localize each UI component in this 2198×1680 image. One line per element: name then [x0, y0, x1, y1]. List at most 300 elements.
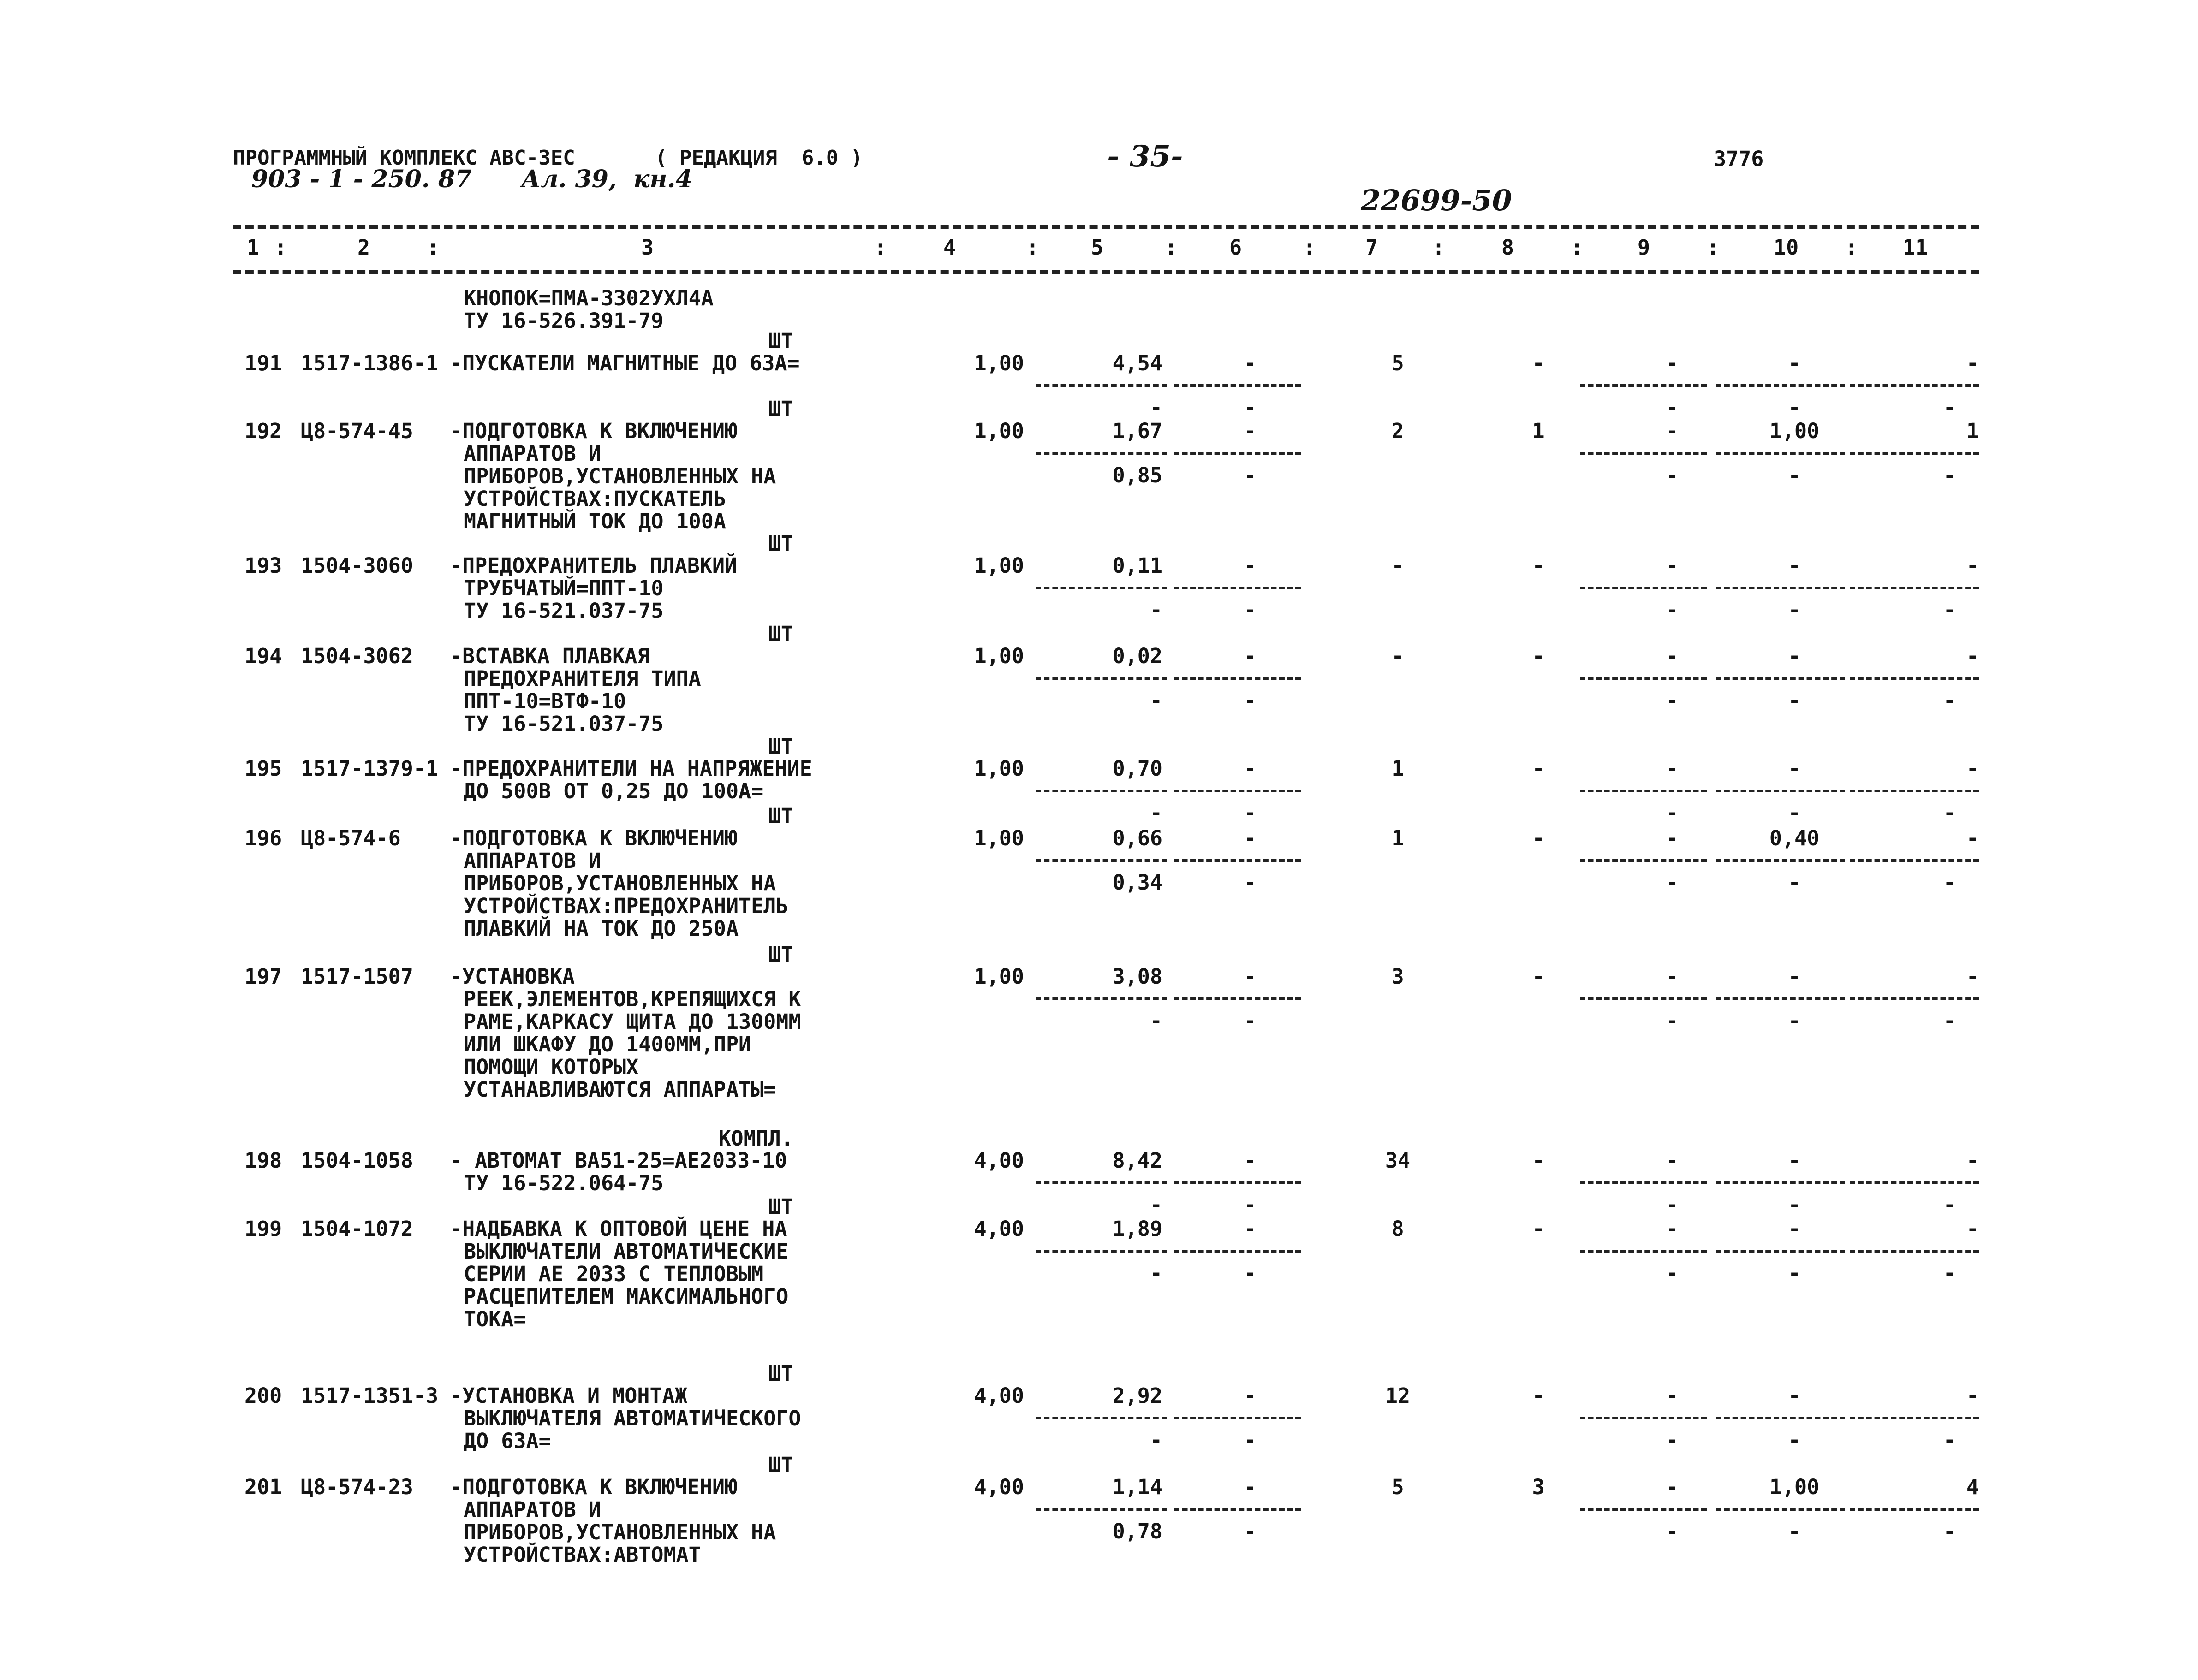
cost-value: 0,66 — [1112, 826, 1162, 850]
col6-value-lower: - — [1244, 1261, 1257, 1285]
col10-value-lower: - — [1788, 463, 1801, 487]
row-description-line: УСТРОЙСТВАХ:ПРЕДОХРАНИТЕЛЬ — [464, 894, 789, 918]
cost-value: 0,11 — [1112, 553, 1162, 578]
col9-value-lower: - — [1666, 870, 1679, 895]
column-separator: : — [1432, 235, 1445, 260]
row-code: 1504-1072 — [301, 1217, 413, 1241]
value-separator-dashes — [1850, 587, 1979, 589]
col10-value-lower: - — [1788, 1428, 1801, 1452]
row-description-line: -ПОДГОТОВКА К ВКЛЮЧЕНИЮ — [450, 826, 738, 850]
column-separator: : — [1303, 235, 1316, 260]
sheet-code: 3776 — [1714, 147, 1764, 171]
column-header-2: 2 — [357, 235, 370, 260]
col7-value: 5 — [1391, 1475, 1404, 1499]
cost-value: 8,42 — [1112, 1148, 1162, 1173]
row-number: 198 — [244, 1148, 282, 1173]
value-separator-dashes — [1716, 587, 1845, 589]
col6-value: - — [1244, 756, 1257, 781]
col10-value: - — [1788, 553, 1801, 578]
column-header-7: 7 — [1365, 235, 1378, 260]
column-separator: : — [274, 235, 287, 260]
row-description-line: -УСТАНОВКА И МОНТАЖ — [450, 1383, 687, 1408]
cost-value-lower: - — [1150, 598, 1162, 622]
row-description-line: ТУ 16-521.037-75 — [464, 712, 664, 736]
cost-value: 1,67 — [1112, 419, 1162, 443]
sheet-book-handwritten: Ал. 39, кн.4 — [521, 165, 692, 193]
row-description-line: ДО 63А= — [464, 1429, 551, 1453]
value-separator-dashes — [1580, 452, 1707, 455]
col6-value-lower: - — [1244, 688, 1257, 712]
quantity: 1,00 — [974, 553, 1024, 578]
col9-value: - — [1666, 553, 1679, 578]
col8-value: - — [1532, 1217, 1545, 1241]
col9-value-lower: - — [1666, 1261, 1679, 1285]
col10-value: - — [1788, 1148, 1801, 1173]
col6-value-lower: - — [1244, 1009, 1257, 1033]
col10-value: 1,00 — [1769, 1475, 1820, 1499]
quantity: 4,00 — [974, 1383, 1024, 1408]
col10-value-lower: - — [1788, 1519, 1801, 1543]
col9-value: - — [1666, 1217, 1679, 1241]
col9-value: - — [1666, 826, 1679, 850]
row-description-line: ППТ-10=ВТФ-10 — [464, 689, 626, 713]
row-number: 200 — [244, 1383, 282, 1408]
column-separator: : — [1707, 235, 1720, 260]
document-number: 22699-50 — [1361, 184, 1512, 217]
unit-label: ШТ — [768, 942, 793, 967]
col9-value: - — [1666, 964, 1679, 989]
cost-value: 1,89 — [1112, 1217, 1162, 1241]
col9-value: - — [1666, 419, 1679, 443]
cost-value-lower: - — [1150, 395, 1162, 420]
column-header-8: 8 — [1501, 235, 1514, 260]
col8-value: 1 — [1532, 419, 1545, 443]
unit-label: ШТ — [768, 734, 793, 759]
col6-value: - — [1244, 1475, 1257, 1499]
value-separator-dashes — [1580, 1250, 1707, 1253]
quantity: 1,00 — [974, 644, 1024, 668]
col6-value: - — [1244, 351, 1257, 375]
col10-value: - — [1788, 756, 1801, 781]
value-separator-dashes — [1174, 1250, 1301, 1253]
preamble-line: КНОПОК=ПМА-3302УХЛ4А — [464, 286, 714, 310]
col10-value-lower: - — [1788, 688, 1801, 712]
row-description-line: ПОМОЩИ КОТОРЫХ — [464, 1055, 639, 1079]
row-description-line: АППАРАТОВ И — [464, 849, 602, 873]
value-separator-dashes — [1036, 859, 1167, 862]
col8-value: - — [1532, 351, 1545, 375]
value-separator-dashes — [1174, 677, 1301, 680]
value-separator-dashes — [1174, 859, 1301, 862]
col11-value: - — [1966, 644, 1979, 668]
row-description-line: -ПРЕДОХРАНИТЕЛЬ ПЛАВКИЙ — [450, 553, 738, 578]
value-separator-dashes — [1580, 677, 1707, 680]
value-separator-dashes — [1036, 587, 1167, 589]
value-separator-dashes — [1850, 452, 1979, 455]
value-separator-dashes — [1850, 1508, 1979, 1511]
col10-value-lower: - — [1788, 1009, 1801, 1033]
col10-value: 1,00 — [1769, 419, 1820, 443]
cost-value: 0,02 — [1112, 644, 1162, 668]
unit-label: ШТ — [768, 1453, 793, 1477]
column-separator: : — [1165, 235, 1178, 260]
col9-value: - — [1666, 1475, 1679, 1499]
value-separator-dashes — [1036, 677, 1167, 680]
row-number: 197 — [244, 964, 282, 989]
col8-value: - — [1532, 553, 1545, 578]
col9-value-lower: - — [1666, 598, 1679, 622]
col11-value-lower: - — [1943, 801, 1956, 825]
value-separator-dashes — [1850, 1181, 1979, 1184]
row-description-line: СЕРИИ АЕ 2033 С ТЕПЛОВЫМ — [464, 1262, 764, 1286]
column-header-1: 1 — [247, 235, 260, 260]
col7-value: 1 — [1391, 826, 1404, 850]
column-header-3: 3 — [641, 235, 654, 260]
col11-value-lower: - — [1943, 463, 1956, 487]
row-description-line: -НАДБАВКА К ОПТОВОЙ ЦЕНЕ НА — [450, 1217, 787, 1241]
row-code: 1504-3062 — [301, 644, 413, 668]
col6-value-lower: - — [1244, 801, 1257, 825]
col9-value-lower: - — [1666, 463, 1679, 487]
row-description-line: ВЫКЛЮЧАТЕЛИ АВТОМАТИЧЕСКИЕ — [464, 1239, 789, 1264]
unit-label: ШТ — [768, 622, 793, 646]
col6-value-lower: - — [1244, 1428, 1257, 1452]
value-separator-dashes — [1580, 1508, 1707, 1511]
col10-value: - — [1788, 644, 1801, 668]
col11-value: - — [1966, 1148, 1979, 1173]
quantity: 4,00 — [974, 1475, 1024, 1499]
col11-value-lower: - — [1943, 870, 1956, 895]
col9-value: - — [1666, 351, 1679, 375]
col11-value-lower: - — [1943, 1193, 1956, 1217]
col7-value: 3 — [1391, 964, 1404, 989]
row-number: 191 — [244, 351, 282, 375]
row-description-line: ТОКА= — [464, 1307, 526, 1331]
row-description-line: ИЛИ ШКАФУ ДО 1400ММ,ПРИ — [464, 1032, 751, 1057]
value-separator-dashes — [1036, 1417, 1167, 1419]
row-code: Ц8-574-6 — [301, 826, 401, 850]
value-separator-dashes — [1580, 384, 1707, 387]
row-description-line: -ВСТАВКА ПЛАВКАЯ — [450, 644, 650, 668]
cost-value-lower: - — [1150, 1261, 1162, 1285]
value-separator-dashes — [1850, 677, 1979, 680]
page-number-handwritten: - 35- — [1107, 139, 1183, 174]
row-description-line: УСТРОЙСТВАХ:АВТОМАТ — [464, 1543, 701, 1567]
quantity: 1,00 — [974, 964, 1024, 989]
row-description-line: -ПРЕДОХРАНИТЕЛИ НА НАПРЯЖЕНИЕ — [450, 756, 812, 781]
row-description-line: АППАРАТОВ И — [464, 441, 602, 466]
col9-value-lower: - — [1666, 688, 1679, 712]
unit-label: ШТ — [768, 397, 793, 421]
col6-value-lower: - — [1244, 1519, 1257, 1543]
value-separator-dashes — [1580, 1181, 1707, 1184]
cost-value-lower: 0,34 — [1112, 870, 1162, 895]
value-separator-dashes — [1036, 997, 1167, 1000]
col11-value: - — [1966, 826, 1979, 850]
row-code: 1517-1507 — [301, 964, 413, 989]
value-separator-dashes — [1716, 1508, 1845, 1511]
col10-value-lower: - — [1788, 1193, 1801, 1217]
preamble-line: ТУ 16-526.391-79 — [464, 309, 664, 333]
unit-label: КОМПЛ. — [718, 1126, 793, 1151]
row-code: 1504-3060 — [301, 553, 413, 578]
col11-value-lower: - — [1943, 688, 1956, 712]
col10-value-lower: - — [1788, 598, 1801, 622]
col11-value: 4 — [1966, 1475, 1979, 1499]
col10-value-lower: - — [1788, 395, 1801, 420]
value-separator-dashes — [1174, 1181, 1301, 1184]
col11-value: - — [1966, 1217, 1979, 1241]
row-description-line: ВЫКЛЮЧАТЕЛЯ АВТОМАТИЧЕСКОГО — [464, 1406, 801, 1431]
column-header-10: 10 — [1774, 235, 1799, 260]
row-description-line: ТРУБЧАТЫЙ=ППТ-10 — [464, 576, 664, 600]
col10-value: - — [1788, 1217, 1801, 1241]
value-separator-dashes — [1174, 384, 1301, 387]
col10-value-lower: - — [1788, 801, 1801, 825]
project-number-handwritten: 903 - 1 - 250. 87 — [251, 165, 472, 193]
quantity: 1,00 — [974, 419, 1024, 443]
value-separator-dashes — [1174, 790, 1301, 792]
row-description-line: -ПУСКАТЕЛИ МАГНИТНЫЕ ДО 63А= — [450, 351, 800, 375]
col11-value-lower: - — [1943, 1519, 1956, 1543]
col11-value-lower: - — [1943, 395, 1956, 420]
quantity: 4,00 — [974, 1148, 1024, 1173]
value-separator-dashes — [1716, 790, 1845, 792]
column-header-9: 9 — [1638, 235, 1650, 260]
column-header-6: 6 — [1229, 235, 1242, 260]
col9-value: - — [1666, 1148, 1679, 1173]
value-separator-dashes — [1716, 1417, 1845, 1419]
quantity: 1,00 — [974, 756, 1024, 781]
value-separator-dashes — [1716, 452, 1845, 455]
row-description-line: РАСЦЕПИТЕЛЕМ МАКСИМАЛЬНОГО — [464, 1284, 789, 1309]
col8-value: - — [1532, 644, 1545, 668]
col9-value-lower: - — [1666, 801, 1679, 825]
col7-value: 1 — [1391, 756, 1404, 781]
row-number: 196 — [244, 826, 282, 850]
row-description-line: ТУ 16-522.064-75 — [464, 1171, 664, 1195]
column-separator: : — [1571, 235, 1584, 260]
row-description-line: ПРИБОРОВ,УСТАНОВЛЕННЫХ НА — [464, 1520, 776, 1544]
row-description-line: РАМЕ,КАРКАСУ ЩИТА ДО 1300ММ — [464, 1009, 801, 1034]
value-separator-dashes — [1036, 1508, 1167, 1511]
row-description-line: АППАРАТОВ И — [464, 1497, 602, 1522]
unit-label: ШТ — [768, 1194, 793, 1219]
col8-value: - — [1532, 1148, 1545, 1173]
edition-label: ( РЕДАКЦИЯ 6.0 ) — [655, 146, 863, 170]
row-description-line: - АВТОМАТ ВА51-25=АЕ2033-10 — [450, 1148, 787, 1173]
value-separator-dashes — [1850, 1250, 1979, 1253]
col7-value: 12 — [1385, 1383, 1411, 1408]
value-separator-dashes — [1850, 859, 1979, 862]
cost-value-lower: 0,78 — [1112, 1519, 1162, 1543]
row-description-line: ПРЕДОХРАНИТЕЛЯ ТИПА — [464, 666, 701, 691]
col6-value-lower: - — [1244, 870, 1257, 895]
row-description-line: МАГНИТНЫЙ ТОК ДО 100А — [464, 509, 726, 534]
cost-value-lower: 0,85 — [1112, 463, 1162, 487]
value-separator-dashes — [1174, 1508, 1301, 1511]
col9-value-lower: - — [1666, 1428, 1679, 1452]
value-separator-dashes — [1716, 1181, 1845, 1184]
col7-value: - — [1391, 553, 1404, 578]
col11-value-lower: - — [1943, 1009, 1956, 1033]
row-number: 194 — [244, 644, 282, 668]
value-separator-dashes — [1716, 859, 1845, 862]
quantity: 1,00 — [974, 826, 1024, 850]
row-number: 201 — [244, 1475, 282, 1499]
column-header-11: 11 — [1903, 235, 1928, 260]
value-separator-dashes — [1716, 997, 1845, 1000]
cost-value: 0,70 — [1112, 756, 1162, 781]
col7-value: 5 — [1391, 351, 1404, 375]
row-number: 192 — [244, 419, 282, 443]
header-rule-bottom — [233, 270, 1979, 274]
column-separator: : — [1845, 235, 1858, 260]
col8-value: - — [1532, 964, 1545, 989]
column-header-4: 4 — [943, 235, 956, 260]
row-description-line: -ПОДГОТОВКА К ВКЛЮЧЕНИЮ — [450, 1475, 738, 1499]
row-code: 1517-1386-1 — [301, 351, 439, 375]
col8-value: - — [1532, 826, 1545, 850]
col6-value: - — [1244, 964, 1257, 989]
col9-value: - — [1666, 756, 1679, 781]
col9-value-lower: - — [1666, 395, 1679, 420]
row-description-line: УСТАНАВЛИВАЮТСЯ АППАРАТЫ= — [464, 1077, 776, 1102]
row-description-line: ПРИБОРОВ,УСТАНОВЛЕННЫХ НА — [464, 464, 776, 488]
col6-value: - — [1244, 419, 1257, 443]
value-separator-dashes — [1850, 790, 1979, 792]
value-separator-dashes — [1716, 677, 1845, 680]
row-code: 1517-1351-3 — [301, 1383, 439, 1408]
quantity: 1,00 — [974, 351, 1024, 375]
row-description-line: -УСТАНОВКА — [450, 964, 575, 989]
col6-value: - — [1244, 644, 1257, 668]
col6-value: - — [1244, 1383, 1257, 1408]
col9-value-lower: - — [1666, 1193, 1679, 1217]
row-code: Ц8-574-23 — [301, 1475, 413, 1499]
col10-value-lower: - — [1788, 1261, 1801, 1285]
unit-label: ШТ — [768, 1361, 793, 1386]
value-separator-dashes — [1580, 997, 1707, 1000]
quantity: 4,00 — [974, 1217, 1024, 1241]
value-separator-dashes — [1036, 452, 1167, 455]
col11-value-lower: - — [1943, 598, 1956, 622]
col6-value-lower: - — [1244, 1193, 1257, 1217]
value-separator-dashes — [1850, 384, 1979, 387]
col8-value: 3 — [1532, 1475, 1545, 1499]
column-separator: : — [427, 235, 440, 260]
cost-value-lower: - — [1150, 1428, 1162, 1452]
cost-value: 3,08 — [1112, 964, 1162, 989]
col7-value: 34 — [1385, 1148, 1411, 1173]
value-separator-dashes — [1036, 1250, 1167, 1253]
col9-value: - — [1666, 1383, 1679, 1408]
value-separator-dashes — [1580, 587, 1707, 589]
col8-value: - — [1532, 1383, 1545, 1408]
col6-value: - — [1244, 1148, 1257, 1173]
row-description-line: РЕЕК,ЭЛЕМЕНТОВ,КРЕПЯЩИХСЯ К — [464, 987, 801, 1011]
value-separator-dashes — [1174, 452, 1301, 455]
value-separator-dashes — [1174, 587, 1301, 589]
col11-value: - — [1966, 964, 1979, 989]
col6-value: - — [1244, 1217, 1257, 1241]
row-code: 1504-1058 — [301, 1148, 413, 1173]
value-separator-dashes — [1174, 1417, 1301, 1419]
row-code: 1517-1379-1 — [301, 756, 439, 781]
column-header-5: 5 — [1091, 235, 1104, 260]
row-description-line: -ПОДГОТОВКА К ВКЛЮЧЕНИЮ — [450, 419, 738, 443]
row-description-line: УСТРОЙСТВАХ:ПУСКАТЕЛЬ — [464, 487, 726, 511]
col10-value: - — [1788, 1383, 1801, 1408]
unit-label: ШТ — [768, 531, 793, 556]
cost-value: 2,92 — [1112, 1383, 1162, 1408]
value-separator-dashes — [1716, 1250, 1845, 1253]
value-separator-dashes — [1036, 790, 1167, 792]
value-separator-dashes — [1580, 1417, 1707, 1419]
cost-value-lower: - — [1150, 1193, 1162, 1217]
row-code: Ц8-574-45 — [301, 419, 413, 443]
col9-value-lower: - — [1666, 1519, 1679, 1543]
header-rule-top — [233, 225, 1979, 229]
program-name: ПРОГРАММНЫЙ КОМПЛЕКС АВС-3ЕС — [233, 146, 575, 170]
row-description-line: ПЛАВКИЙ НА ТОК ДО 250А — [464, 916, 739, 941]
row-description-line: ТУ 16-521.037-75 — [464, 599, 664, 623]
col6-value-lower: - — [1244, 395, 1257, 420]
cost-value: 1,14 — [1112, 1475, 1162, 1499]
col9-value-lower: - — [1666, 1009, 1679, 1033]
row-number: 193 — [244, 553, 282, 578]
col11-value-lower: - — [1943, 1428, 1956, 1452]
col10-value: - — [1788, 351, 1801, 375]
unit-label: ШТ — [768, 804, 793, 828]
col6-value-lower: - — [1244, 598, 1257, 622]
cost-value-lower: - — [1150, 1009, 1162, 1033]
col7-value: - — [1391, 644, 1404, 668]
value-separator-dashes — [1716, 384, 1845, 387]
col10-value: - — [1788, 964, 1801, 989]
value-separator-dashes — [1036, 384, 1167, 387]
col10-value-lower: - — [1788, 870, 1801, 895]
row-number: 195 — [244, 756, 282, 781]
col9-value: - — [1666, 644, 1679, 668]
col10-value: 0,40 — [1769, 826, 1820, 850]
column-separator: : — [1026, 235, 1039, 260]
col6-value: - — [1244, 826, 1257, 850]
col11-value: - — [1966, 553, 1979, 578]
column-separator: : — [874, 235, 887, 260]
col11-value: 1 — [1966, 419, 1979, 443]
row-number: 199 — [244, 1217, 282, 1241]
cost-value-lower: - — [1150, 801, 1162, 825]
col7-value: 8 — [1391, 1217, 1404, 1241]
col11-value: - — [1966, 1383, 1979, 1408]
col6-value: - — [1244, 553, 1257, 578]
value-separator-dashes — [1174, 997, 1301, 1000]
value-separator-dashes — [1580, 859, 1707, 862]
col11-value: - — [1966, 756, 1979, 781]
row-description-line: ПРИБОРОВ,УСТАНОВЛЕННЫХ НА — [464, 871, 776, 896]
value-separator-dashes — [1850, 997, 1979, 1000]
row-description-line: ДО 500В ОТ 0,25 ДО 100А= — [464, 779, 764, 803]
value-separator-dashes — [1036, 1181, 1167, 1184]
col11-value: - — [1966, 351, 1979, 375]
cost-value-lower: - — [1150, 688, 1162, 712]
col6-value-lower: - — [1244, 463, 1257, 487]
col8-value: - — [1532, 756, 1545, 781]
unit-label: ШТ — [768, 329, 793, 353]
cost-value: 4,54 — [1112, 351, 1162, 375]
col7-value: 2 — [1391, 419, 1404, 443]
